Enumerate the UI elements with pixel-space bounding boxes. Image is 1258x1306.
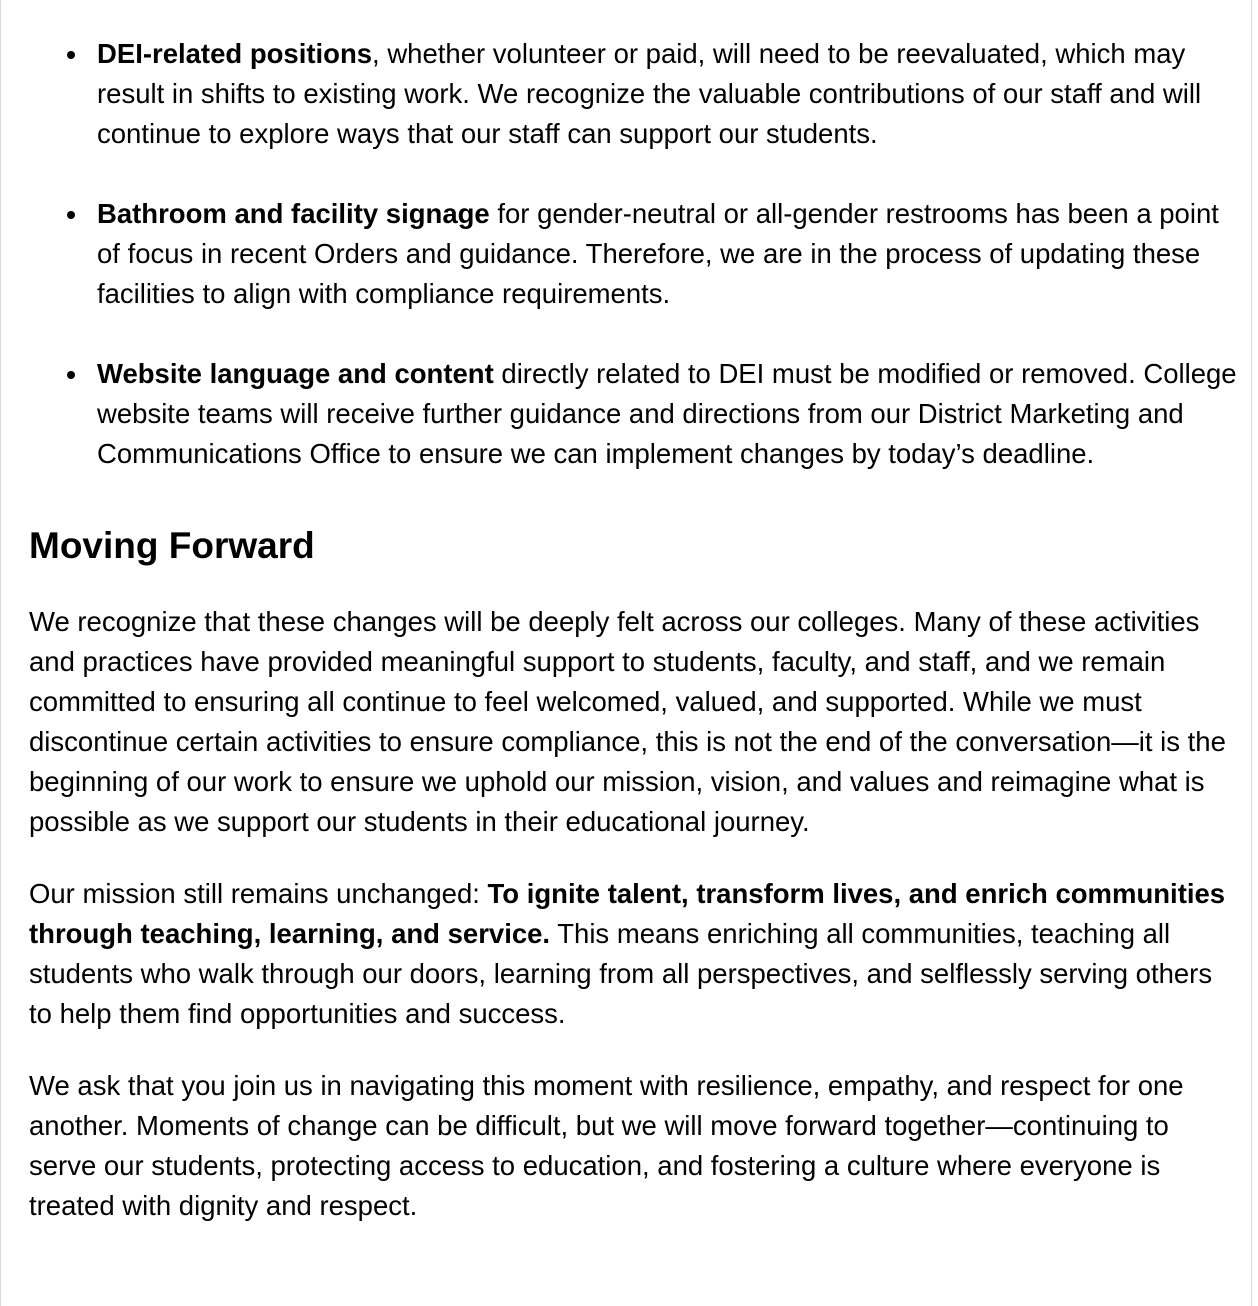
bullet-bathroom-signage [97, 194, 1239, 314]
mission-statement: To ignite talent, transform lives, and enrich communities through teaching, learning, and service. [29, 878, 1226, 949]
bullet-bold-lead: Bathroom and facility signage [97, 198, 490, 229]
bullet-marker [67, 371, 75, 379]
bullet-bold-lead: DEI-related positions [97, 38, 373, 69]
bullet-text: for gender-neutral or all-gender restrooms has been a point of focus in recent Orders and guidance. Therefore, we are in the process of updating these facilities to align with compliance requirements. [97, 198, 1219, 309]
paragraph-recognition: We recognize that these changes will be deeply felt across our colleges. Many of these activities and practices have provided meaningful support to students, faculty, and staff, and we remain committed to ensuring all continue to feel welcomed, valued, and supported. While we must discontinue certain activities to ensure compliance, this is not the end of the conversation—it is the beginning of our work to ensure we uphold our mission, vision, and values and reimagine what is possible as we support our students in their educational journey. [29, 606, 1226, 837]
bullet-marker [67, 51, 75, 59]
mission-intro: Our mission still remains unchanged: [29, 878, 488, 909]
policy-bullet-list [29, 34, 1239, 474]
bullet-bold-lead: Website language and content [97, 358, 494, 389]
bullet-marker [67, 211, 75, 219]
mission-rest: This means enriching all communities, teaching all students who walk through our doors, learning from all perspectives, and selflessly serving others to help them find opportunities and success. [29, 918, 1213, 1029]
bullet-dei-positions [97, 34, 1239, 154]
section-heading-moving-forward: Moving Forward [29, 525, 315, 566]
bullet-text: directly related to DEI must be modified or removed. College website teams will receive further guidance and directions from our District Marketing and Communications Office to ensure we can implement changes by today’s deadline. [97, 358, 1237, 469]
bullet-text: , whether volunteer or paid, will need to be reevaluated, which may result in shifts to existing work. We recognize the valuable contributions of our staff and will continue to explore ways that our staff can support our students. [97, 38, 1202, 149]
bullet-website-content [97, 354, 1239, 474]
paragraph-closing: We ask that you join us in navigating this moment with resilience, empathy, and respect for one another. Moments of change can be difficult, but we will move forward together—continuing to serve our students, protecting access to education, and fostering a culture where everyone is treated with dignity and respect. [29, 1070, 1184, 1221]
paragraph-mission [29, 874, 1239, 1034]
document-content [29, 34, 1239, 1226]
